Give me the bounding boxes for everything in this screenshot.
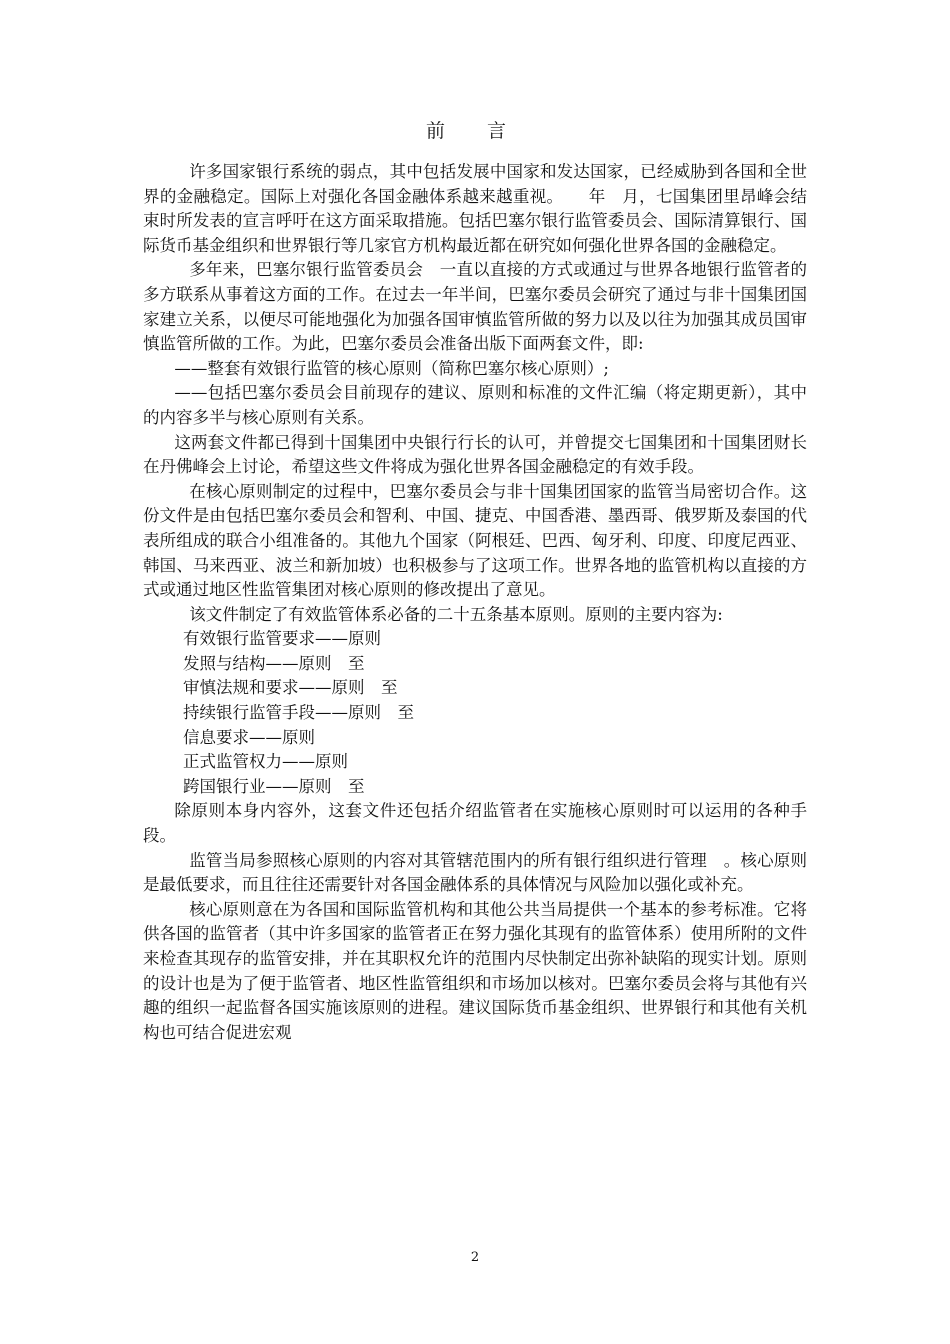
dash-item: ——包括巴塞尔委员会目前现存的建议、原则和标准的文件汇编（将定期更新），其中的内容多半与核心原则有关系。	[143, 383, 807, 427]
list-item: 正式监管权力——原则	[183, 752, 348, 772]
list-item: 审慎法规和要求——原则 至	[183, 678, 398, 698]
paragraph: 除原则本身内容外，这套文件还包括介绍监管者在实施核心原则时可以运用的各种手段。	[143, 801, 807, 846]
paragraph: 多年来，巴塞尔银行监管委员会 一直以直接的方式或通过与世界各地银行监管者的多方联系从事着这方面的工作。在过去一年半间，巴塞尔委员会研究了通过与非十国集团国家建立关系，以便尽可能地强化为加强各国审慎监管所做的努力以及以往为加强其成员国审慎监管所做的工作。为此，巴塞尔委员会准备出版下面两套文件，即:	[143, 260, 807, 354]
list-item: 发照与结构——原则 至	[183, 653, 365, 673]
paragraph: 许多国家银行系统的弱点，其中包括发展中国家和发达国家，已经威胁到各国和全世界的金融稳定。国际上对强化各国金融体系越来越重视。 年 月，七国集团里昂峰会结束时所发表的宣言呼吁在这方面采取措施。包括巴塞尔银行监管委员会、国际清算银行、国际货币基金组织和世界银行等几家官方机构最近都在研究如何强化世界各国的金融稳定。	[143, 162, 807, 255]
page-number: 2	[470, 1250, 480, 1265]
paragraph: 监管当局参照核心原则的内容对其管辖范围内的所有银行组织进行管理 。核心原则是最低要求，而且往往还需要针对各国金融体系的具体情况与风险加以强化或补充。	[143, 850, 807, 895]
list-item: 持续银行监管手段——原则 至	[183, 703, 414, 723]
list-item: 信息要求——原则	[183, 727, 315, 747]
list-item: 有效银行监管要求——原则	[183, 629, 381, 649]
dash-item: ——整套有效银行监管的核心原则（简称巴塞尔核心原则）;	[174, 358, 609, 378]
page-title: 前 言	[425, 120, 525, 142]
list-item: 跨国银行业——原则 至	[183, 776, 365, 796]
document-body	[143, 160, 807, 1045]
principles-list	[143, 627, 807, 799]
paragraph: 该文件制定了有效监管体系必备的二十五条基本原则。原则的主要内容为:	[189, 604, 723, 624]
paragraph: 在核心原则制定的过程中，巴塞尔委员会与非十国集团国家的监管当局密切合作。这份文件是由包括巴塞尔委员会和智利、中国、捷克、中国香港、墨西哥、俄罗斯及泰国的代表所组成的联合小组准备的。其他九个国家（阿根廷、巴西、匈牙利、印度、印度尼西亚、韩国、马来西亚、波兰和新加坡）也积极参与了这项工作。世界各地的监管机构以直接的方式或通过地区性监管集团对核心原则的修改提出了意见。	[143, 481, 807, 600]
paragraph: 核心原则意在为各国和国际监管机构和其他公共当局提供一个基本的参考标准。它将供各国的监管者（其中许多国家的监管者正在努力强化其现有的监管体系）使用所附的文件来检查其现存的监管安排，并在其职权允许的范围内尽快制定出弥补缺陷的现实计划。原则的设计也是为了便于监管者、地区性监管组织和市场加以核对。巴塞尔委员会将与其他有兴趣的组织一起监督各国实施该原则的进程。建议国际货币基金组织、世界银行和其他有关机构也可结合促进宏观	[143, 899, 807, 1042]
paragraph: 这两套文件都已得到十国集团中央银行行长的认可，并曾提交七国集团和十国集团财长在丹佛峰会上讨论，希望这些文件将成为强化世界各国金融稳定的有效手段。	[143, 432, 807, 477]
